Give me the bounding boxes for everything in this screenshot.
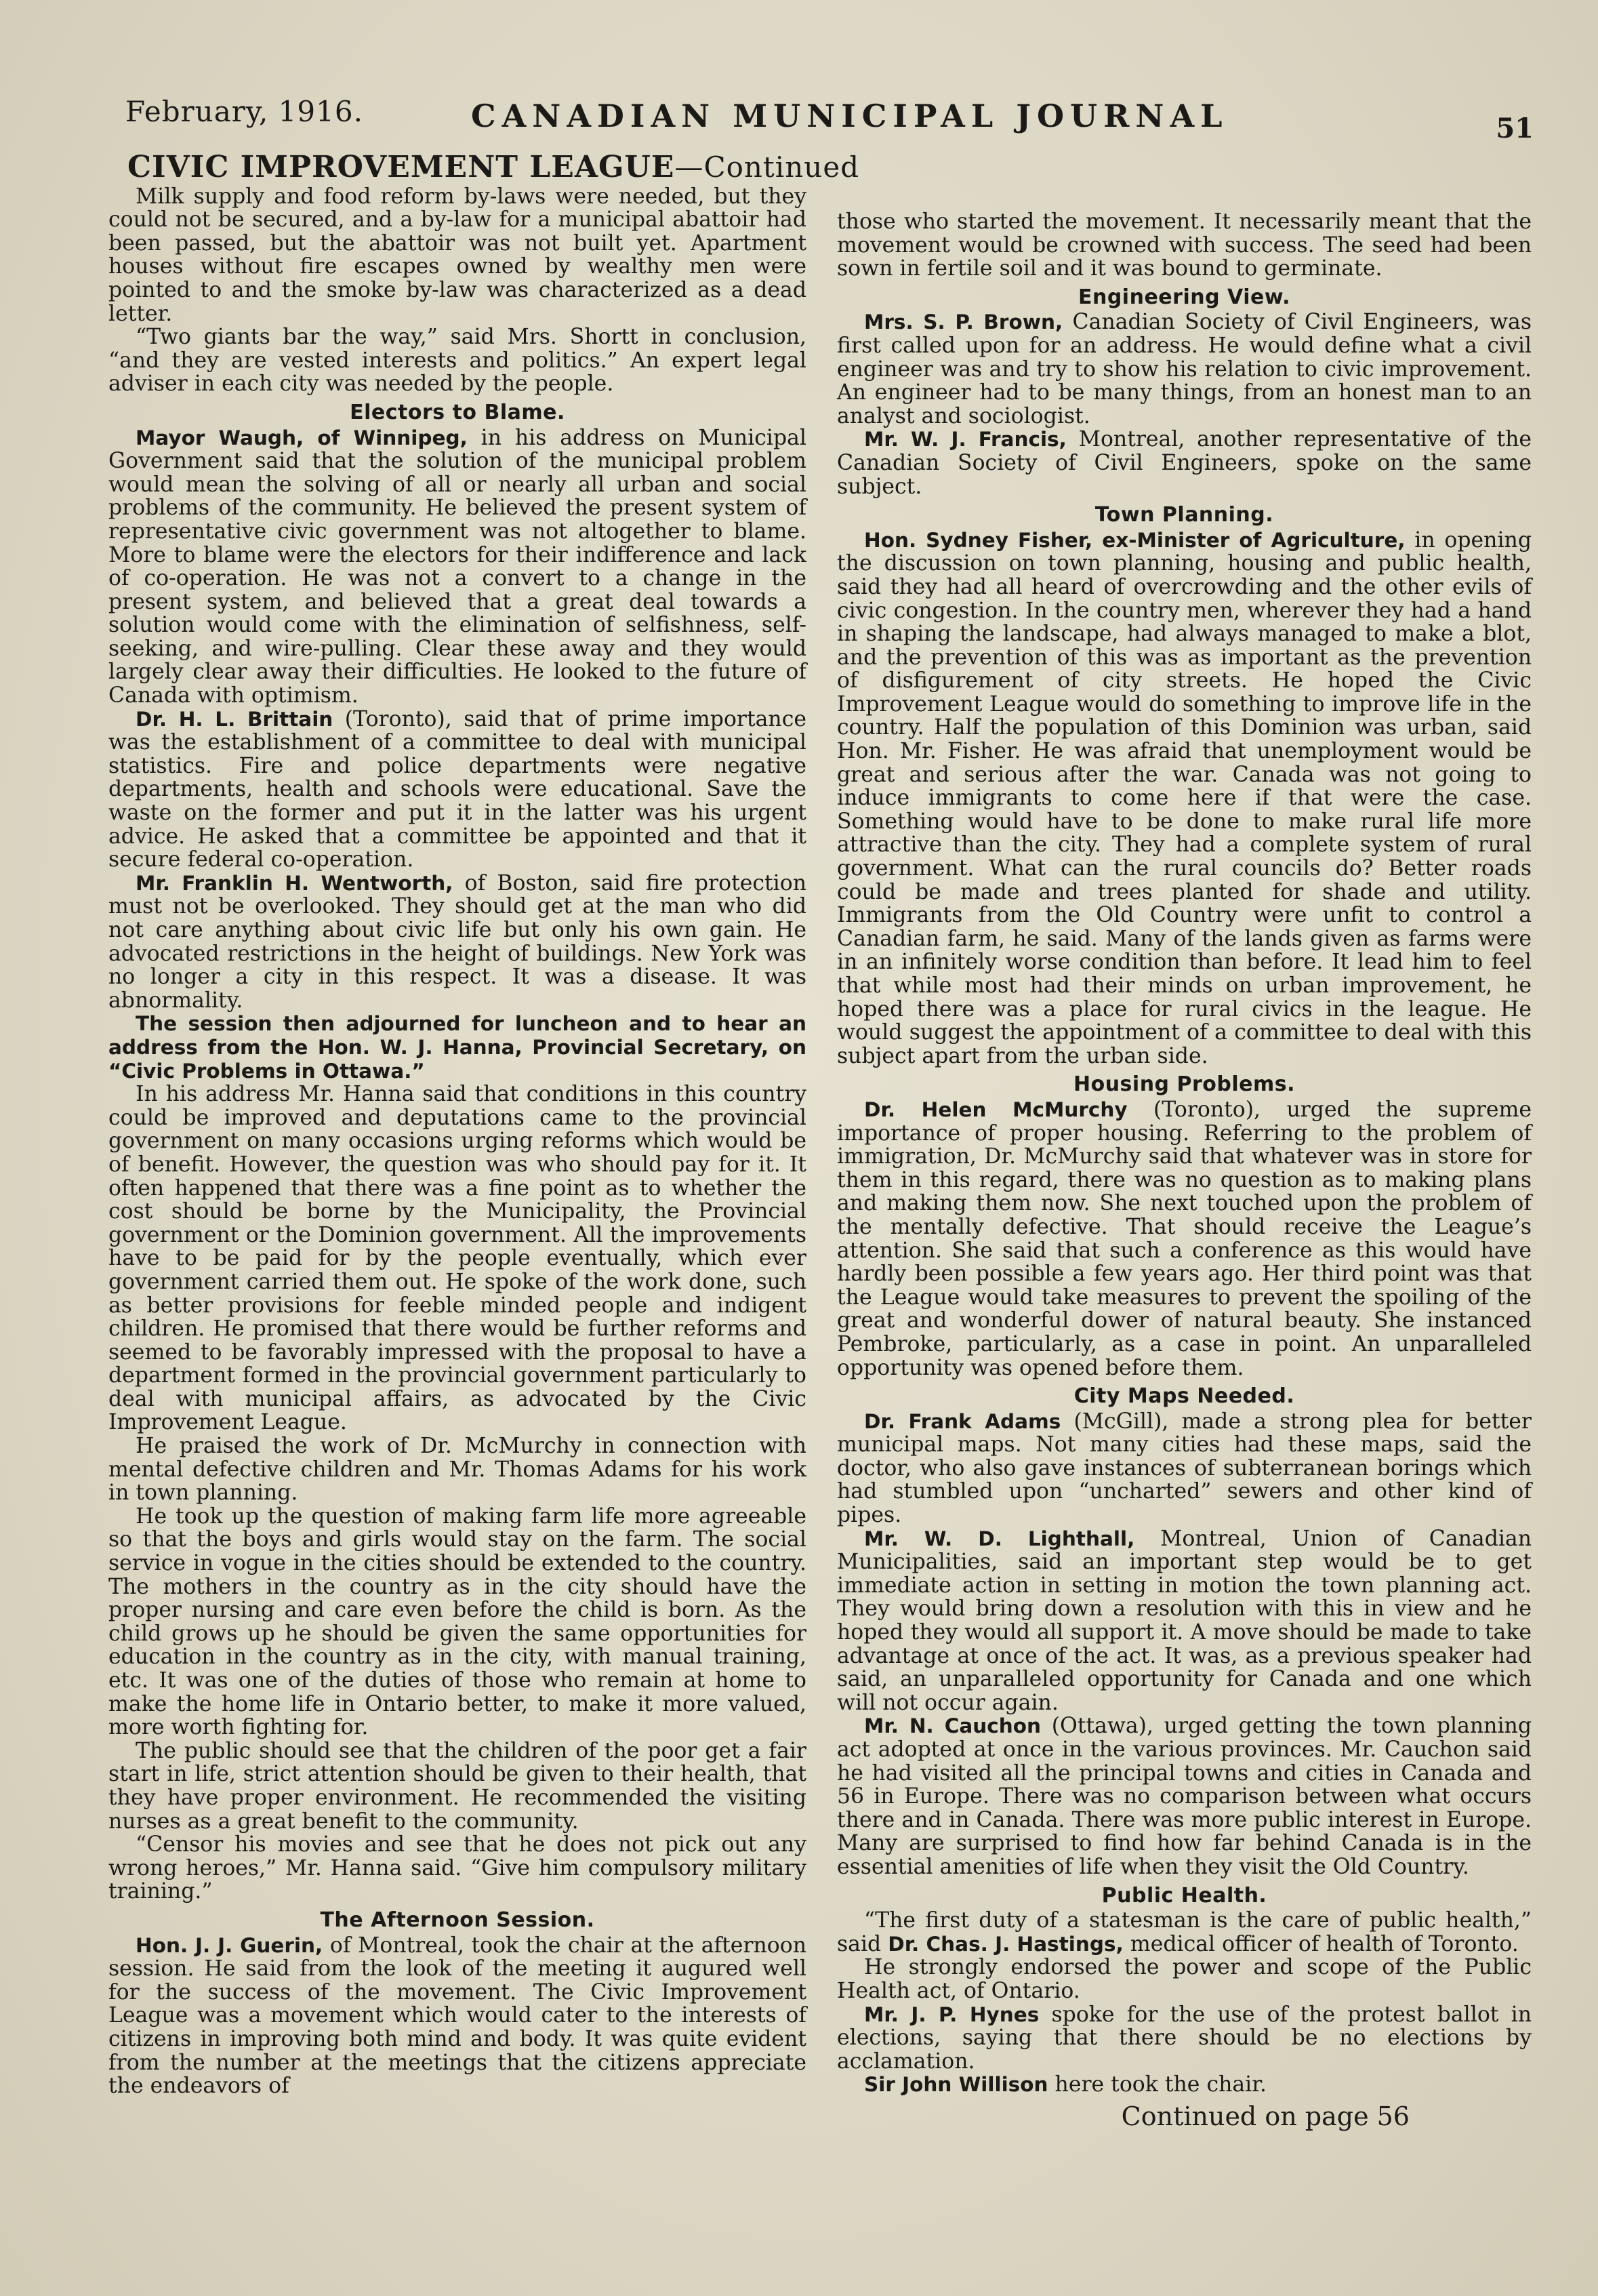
- speaker-name: Dr. Helen McMurchy: [864, 1097, 1128, 1121]
- speaker-name: Dr. Frank Adams: [864, 1409, 1061, 1433]
- issue-date: February, 1916.: [125, 95, 363, 128]
- paragraph-text: in his address on Municipal Government said that the solution of the municipal problem would mean the solving of all or nearly all urban and social problems of the community. He believed the present system of representative civic government was not altogether to blame. More to blame were the electors for their indifference and lack of co-operation. He was not a convert to a change in the present system, and believed that a great deal towards a solution would come with the elimination of selfishness, self-seeking, and wire-pulling. Clear these away and they would largely clear away their difficulties. He looked to the future of Canada with optimism.: [108, 425, 807, 708]
- speaker-name: Mayor Waugh, of Winnipeg,: [136, 426, 468, 449]
- speaker-name: Sir John Willison: [864, 2073, 1048, 2097]
- paragraph-text: (McGill), made a strong plea for better municipal maps. Not many cities had these maps, said the doctor, who also gave instances of subterranean borings which had stumbled upon “uncharted” sewers and other kind of pipes.: [837, 1409, 1532, 1528]
- paragraph-text: of Boston, said fire protection must not be overlooked. They should get at the man who did not care anything about civic life but only his own gain. He advocated restrictions in the height of buildings. New York was no longer a city in this respect. It was a disease. It was abnormality.: [108, 870, 806, 1013]
- paragraph: Milk supply and food reform by-laws were needed, but they could not be secured, and a by-law for a municipal abattoir had been passed, but the abattoir was not built yet. Apartment houses without fire escapes owned by wealthy men were pointed to and the smoke by-law was characterized as a dead letter.: [108, 184, 806, 326]
- subheading-engineering: Engineering View.: [1078, 285, 1291, 309]
- speaker-name: Mr. Franklin H. Wentworth,: [136, 871, 453, 895]
- paragraph: [837, 1098, 1532, 1379]
- paragraph: [108, 1934, 806, 2098]
- speaker-name: Mr. W. J. Francis,: [864, 428, 1067, 451]
- speaker-name: Mr. W. D. Lighthall,: [864, 1527, 1135, 1550]
- paragraph: He praised the work of Dr. McMurchy in connection with mental defective children and Mr. Thomas Adams for his work in town planning.: [108, 1434, 806, 1506]
- subheading-housing: Housing Problems.: [1073, 1072, 1295, 1097]
- section-title: [127, 150, 860, 184]
- paragraph: In his address Mr. Hanna said that conditions in this country could be improved and deputations came to the provincial government on many occasions urging reforms which would be of benefit. However, the question was who should pay for it. It often happened that there was a fine point as to whether the cost should be borne by the Municipality, the Provincial government or the Dominion government. All the improvements have to be paid for by the people eventually, which ever government carried them out. He spoke of the work done, such as better provisions for feeble minded people and indigent children. He promised that there would be further reforms and seemed to be favorably impressed with the proposal to have a department formed in the provincial government particularly to deal with municipal affairs, as advocated by the Civic Improvement League.: [108, 1082, 806, 1435]
- paragraph-text: in opening the discussion on town planning, housing and public health, said they had all heard of overcrowding and the other evils of civic congestion. In the country men, wherever they had a hand in shaping the landscape, had always managed to make a blot, and the prevention of this was as important as the prevention of disfigurement of city streets. He hoped the Civic Improvement League would do something to improve life in the country. Half the population of this Dominion was urban, said Hon. Mr. Fisher. He was afraid that unemployment would be great and serious after the war. Canada was not going to induce immigrants to come here if that were the case. Something would have to be done to make rural life more attractive than the city. They had a complete system of rural government. What can the rural councils do? Better roads could be made and trees planted for shade and utility. Immigrants from the Old Country were unfit to control a Canadian farm, he said. Many of the lands given as farms were in an infinitely worse condition than before. It lead him to feel that while most had their minds on urban improvement, he hoped there was a place for rural civics in the league. He would suggest the appointment of a committee to deal with this subject apart from the urban side.: [837, 527, 1532, 1068]
- paragraph: [837, 2073, 1532, 2097]
- subheading-town-planning: Town Planning.: [1094, 503, 1274, 527]
- paragraph: He took up the question of making farm life more agreeable so that the boys and girls would stay on the farm. The social service in vogue in the cities should be extended to the country. The mothers in the country as in the city should have the proper nursing and care even before the child is born. As the child grows up he should be given the same opportunities for education in the country as in the city, with manual training, etc. It was one of the duties of those who remain at home to make the home life in Ontario better, to make it more valued, more worth fighting for.: [108, 1504, 806, 1740]
- paragraph-text: “The first duty of a statesman is the care of public health,” said: [837, 1908, 1532, 1956]
- speaker-name: Mr. J. P. Hynes: [864, 2002, 1040, 2026]
- paragraph-text: here took the chair.: [1048, 2072, 1267, 2097]
- speaker-name: Mrs. S. P. Brown,: [864, 310, 1063, 334]
- speaker-name: Dr. Chas. J. Hastings,: [888, 1932, 1124, 1956]
- section-title-continued: —Continued: [674, 150, 860, 184]
- paragraph: [837, 1410, 1532, 1527]
- paragraph-text: spoke for the use of the protest ballot in elections, saying that there should be no elections by acclamation.: [837, 2002, 1532, 2074]
- paragraph-text: of Montreal, took the chair at the afternoon session. He said from the look of the meeting it augured well for the success of the movement. The Civic Improvement League was a movement which would cater to the interests of citizens in improving both mind and body. It was quite evident from the number at the meetings that the citizens appreciate the endeavors of: [108, 1933, 807, 2099]
- paragraph: [837, 1714, 1532, 1878]
- continued-note: Continued on page 56: [1121, 2101, 1410, 2131]
- paragraph: [108, 708, 806, 872]
- paragraph: He strongly endorsed the power and scope of the Public Health act, of Ontario.: [837, 1955, 1532, 2003]
- paragraph: [837, 1909, 1532, 1956]
- paragraph: those who started the movement. It necessarily meant that the movement would be crowned with success. The seed had been sown in fertile soil and it was bound to germinate.: [837, 209, 1532, 281]
- paragraph: [837, 1527, 1532, 1715]
- speaker-name: Hon. J. J. Guerin,: [136, 1933, 323, 1957]
- speaker-name: Hon. Sydney Fisher, ex-Minister of Agriculture,: [864, 528, 1406, 552]
- speaker-name: Mr. N. Cauchon: [864, 1714, 1042, 1738]
- subheading-electors: Electors to Blame.: [350, 400, 565, 424]
- speaker-name: Dr. H. L. Brittain: [136, 707, 333, 731]
- paragraph: [837, 428, 1532, 498]
- subheading-afternoon: The Afternoon Session.: [320, 1908, 595, 1932]
- paragraph: [108, 426, 806, 708]
- paragraph: “Two giants bar the way,” said Mrs. Shortt in conclusion, “and they are vested interests and politics.” An expert legal adviser in each city was needed by the people.: [108, 325, 806, 397]
- left-column: [108, 150, 860, 2099]
- session-note: The session then adjourned for luncheon and to hear an address from the Hon. W. J. Hanna, Provincial Secretary, on “Civic Problems in Ottawa.”: [108, 1012, 806, 1083]
- paragraph-text: Canadian Society of Civil Engineers, was first called upon for an address. He would define what a civil engineer was and try to show his relation to civic improvement. An engineer had to be many things, from an honest man to an analyst and sociologist.: [837, 310, 1532, 428]
- paragraph: “Censor his movies and see that he does not pick out any wrong heroes,” Mr. Hanna said. “Give him compulsory military training.”: [108, 1832, 806, 1904]
- paragraph-text: Montreal, Union of Canadian Municipalities, said an important step would be to get immediate action in setting in motion the town planning act. They would bring down a resolution with this in view and he hoped they would all support it. A move should be made to take advantage at once of the act. It was, as a previous speaker had said, an unparalleled opportunity for Canada and one which will not occur again.: [837, 1526, 1532, 1715]
- right-column: [837, 210, 1532, 2129]
- paragraph-text: Montreal, another representative of the Canadian Society of Civil Engineers, spoke on the same subject.: [837, 427, 1532, 499]
- paragraph-text: (Ottawa), urged getting the town planning act adopted at once in the various provinces. Mr. Cauchon said he had visited all the principal towns and cities in Canada and 56 in Europe. There was no comparison between what occurs there and in Canada. There was more public interest in Europe. Many are surprised to find how far behind Canada is in the essential amenities of life when they visit the Old Country.: [837, 1714, 1532, 1879]
- journal-title: CANADIAN MUNICIPAL JOURNAL: [471, 98, 1229, 134]
- page-number: 51: [1496, 113, 1534, 144]
- paragraph: [108, 872, 806, 1013]
- paragraph-text: (Toronto), said that of prime importance was the establishment of a committee to deal with municipal statistics. Fire and police departments were negative departments, health and schools were educational. Save the waste on the former and put it in the latter was his urgent advice. He asked that a committee be appointed and that it secure federal co-operation.: [108, 706, 806, 872]
- section-title-text: CIVIC IMPROVEMENT LEAGUE: [127, 150, 675, 184]
- paragraph: The public should see that the children of the poor get a fair start in life, strict attention should be given to their health, that they have proper environment. He recommended the visiting nurses as a great benefit to the community.: [108, 1738, 806, 1834]
- subheading-public-health: Public Health.: [1101, 1883, 1267, 1908]
- paragraph-text: (Toronto), urged the supreme importance of proper housing. Referring to the problem of immigration, Dr. McMurchy said that whatever was in store for them in this regard, there was no question as to making plans and making them now. She next touched upon the problem of the mentally defective. That should receive the League’s attention. She said that such a conference as this would have hardly been possible a few years ago. Her third point was that the League would take measures to prevent the spoiling of the great and wonderful dower of natural beauty. She instanced Pembroke, particularly, as a case in point. An unparalleled opportunity was opened before them.: [837, 1097, 1532, 1380]
- subheading-city-maps: City Maps Needed.: [1073, 1384, 1295, 1409]
- paragraph: [837, 2003, 1532, 2074]
- paragraph-text: medical officer of health of Toronto.: [1123, 1931, 1519, 1956]
- paragraph: [837, 310, 1532, 428]
- page-header: [125, 88, 1534, 142]
- paragraph: [837, 529, 1532, 1068]
